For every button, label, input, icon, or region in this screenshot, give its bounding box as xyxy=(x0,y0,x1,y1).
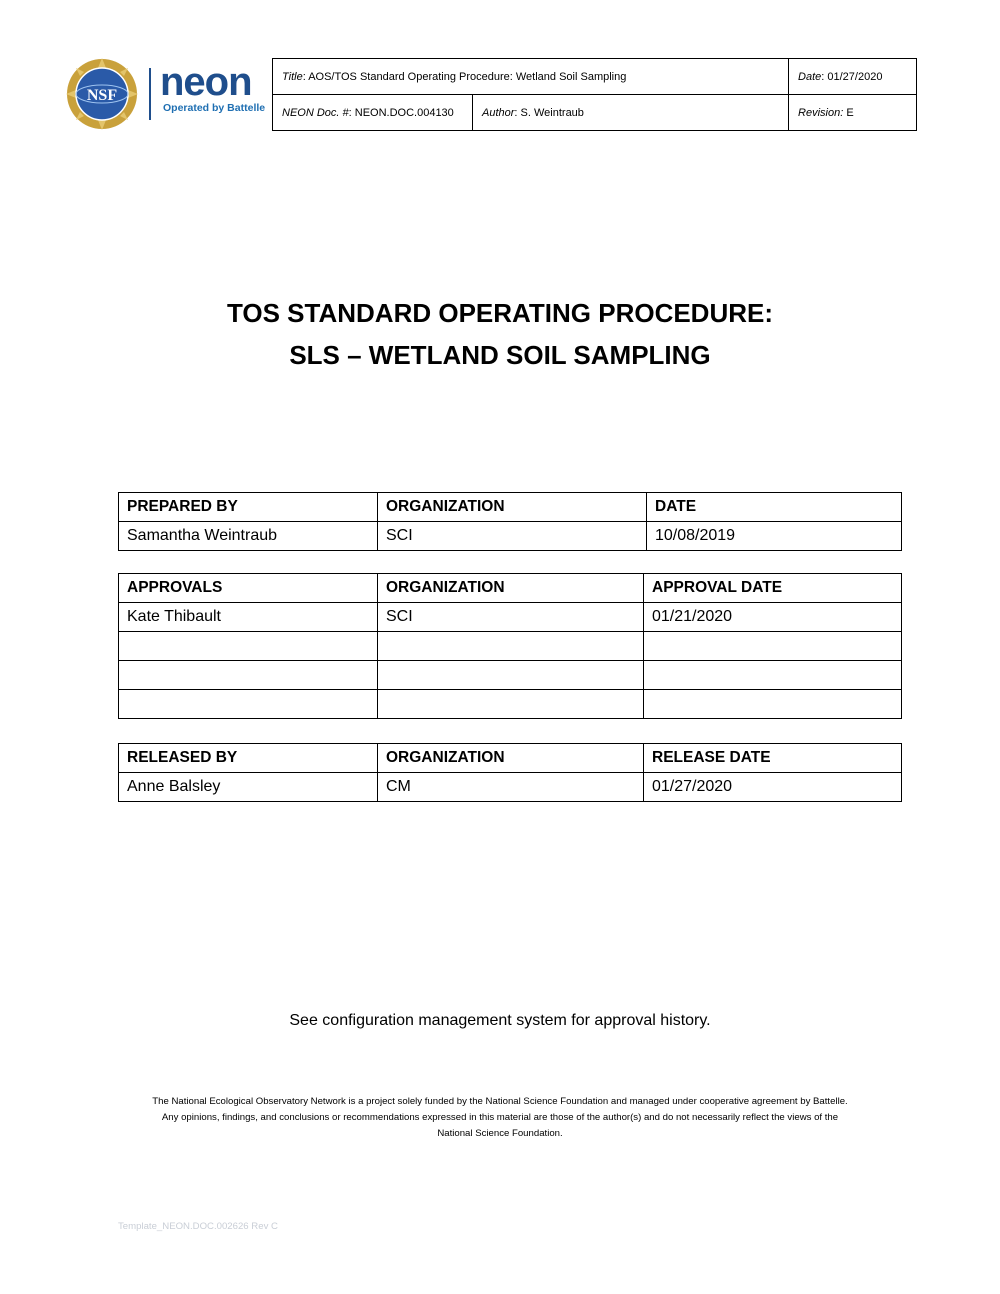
table-cell xyxy=(119,690,378,719)
table-cell: CM xyxy=(378,773,644,802)
disclaimer-line-1: The National Ecological Observatory Network is a project solely funded by the National Science Foundation and managed under cooperative agreement by Battelle. xyxy=(152,1096,848,1107)
column-header: RELEASE DATE xyxy=(644,744,902,773)
table-cell: 01/27/2020 xyxy=(644,773,902,802)
header-author-cell xyxy=(473,95,789,131)
table-header-row xyxy=(119,744,902,773)
table-cell xyxy=(644,632,902,661)
table-cell: Samantha Weintraub xyxy=(119,522,378,551)
table-header-row xyxy=(119,493,902,522)
document-header-table xyxy=(272,58,917,131)
column-header: DATE xyxy=(647,493,902,522)
column-header: PREPARED BY xyxy=(119,493,378,522)
header-doc-cell xyxy=(273,95,473,131)
header-title-cell xyxy=(273,59,789,95)
table-cell: SCI xyxy=(378,603,644,632)
nsf-seal-text: NSF xyxy=(86,87,118,104)
column-header: ORGANIZATION xyxy=(378,744,644,773)
table-cell xyxy=(644,690,902,719)
header-doc-label: NEON Doc. # xyxy=(282,106,349,119)
table-cell xyxy=(378,690,644,719)
document-title-line2: SLS – WETLAND SOIL SAMPLING xyxy=(289,340,711,370)
header-revision-cell xyxy=(789,95,917,131)
document-title xyxy=(0,292,1000,376)
document-title-line1: TOS STANDARD OPERATING PROCEDURE: xyxy=(226,298,774,328)
table-cell: 01/21/2020 xyxy=(644,603,902,632)
header-date-label: Date xyxy=(798,70,822,83)
header-author-label: Author xyxy=(482,106,515,119)
logo-tagline: Operated by Battelle xyxy=(163,102,266,114)
table-cell xyxy=(119,632,378,661)
column-header: ORGANIZATION xyxy=(378,574,644,603)
header-revision-value: E xyxy=(843,106,854,119)
header-revision-label: Revision: xyxy=(798,106,844,119)
approvals-table xyxy=(118,573,902,719)
table-cell: 10/08/2019 xyxy=(647,522,902,551)
table-cell: SCI xyxy=(378,522,647,551)
released-by-table xyxy=(118,743,902,802)
disclaimer-line-3: National Science Foundation. xyxy=(437,1128,563,1139)
table-row xyxy=(119,632,902,661)
column-header: APPROVAL DATE xyxy=(644,574,902,603)
table-row xyxy=(119,603,902,632)
header-doc-value: : NEON.DOC.004130 xyxy=(348,106,454,119)
nsf-seal-icon xyxy=(66,58,138,130)
header-date-value: : 01/27/2020 xyxy=(821,70,883,83)
column-header: APPROVALS xyxy=(119,574,378,603)
table-row xyxy=(119,522,902,551)
svg-text:neon: neon xyxy=(160,60,252,102)
table-row xyxy=(119,773,902,802)
approval-history-note: See configuration management system for approval history. xyxy=(289,1012,711,1029)
table-cell xyxy=(119,661,378,690)
neon-logo xyxy=(66,58,270,130)
neon-wordmark xyxy=(160,60,270,102)
logo-divider xyxy=(149,68,151,120)
table-cell xyxy=(378,632,644,661)
table-cell xyxy=(378,661,644,690)
table-cell: Kate Thibault xyxy=(119,603,378,632)
table-header-row xyxy=(119,574,902,603)
column-header: RELEASED BY xyxy=(119,744,378,773)
table-cell xyxy=(644,661,902,690)
prepared-by-table xyxy=(118,492,902,551)
header-author-value: : S. Weintraub xyxy=(514,106,584,119)
table-row xyxy=(119,690,902,719)
table-cell: Anne Balsley xyxy=(119,773,378,802)
header-title-value: : AOS/TOS Standard Operating Procedure: Wetland Soil Sampling xyxy=(302,70,627,83)
funding-disclaimer xyxy=(110,1094,890,1142)
table-row xyxy=(119,661,902,690)
disclaimer-line-2: Any opinions, findings, and conclusions or recommendations expressed in this material are those of the author(s) and do not necessarily reflect the views of the xyxy=(161,1112,839,1123)
header-title-label: Title xyxy=(282,70,303,83)
column-header: ORGANIZATION xyxy=(378,493,647,522)
template-id: Template_NEON.DOC.002626 Rev C xyxy=(118,1221,278,1232)
header-date-cell xyxy=(789,59,917,95)
